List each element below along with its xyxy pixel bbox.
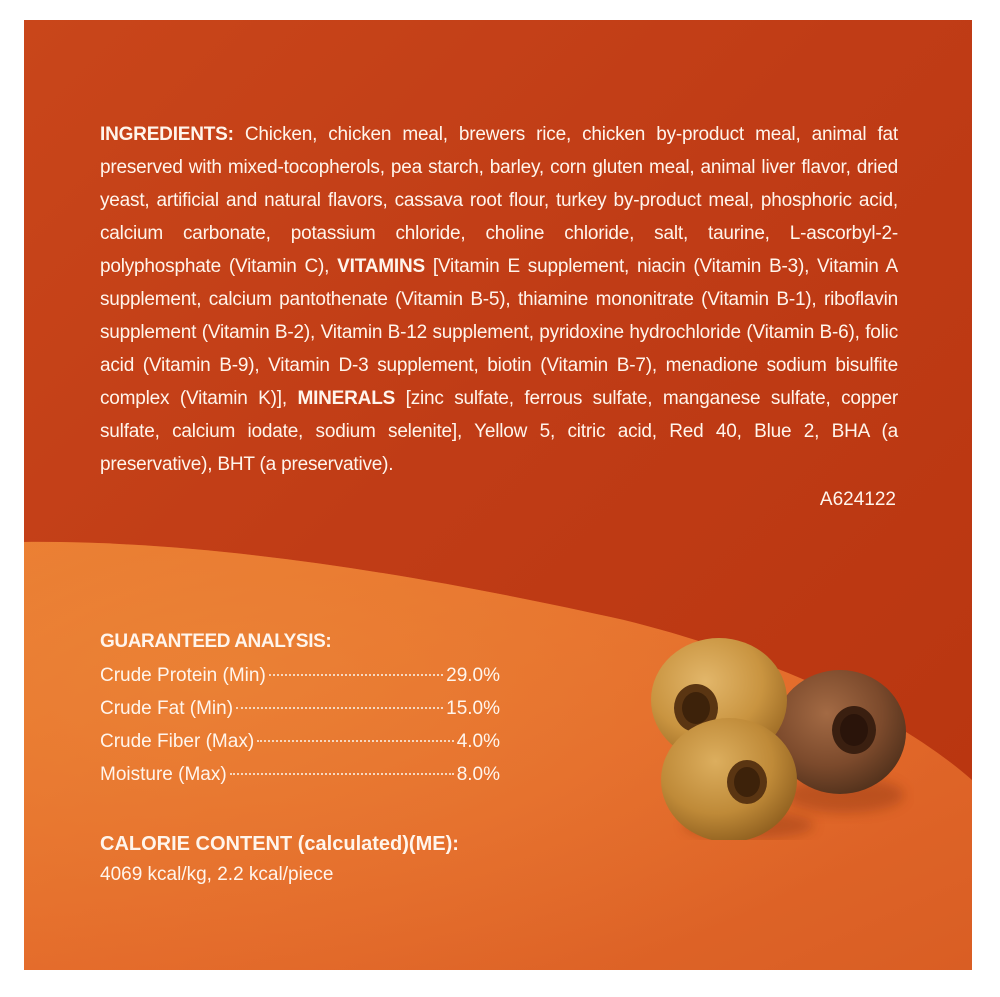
- analysis-value: 4.0%: [456, 731, 500, 752]
- analysis-row: [100, 725, 500, 758]
- analysis-value: 29.0%: [446, 665, 500, 686]
- analysis-value: 15.0%: [446, 698, 500, 719]
- analysis-title: GUARANTEED ANALYSIS:: [100, 631, 332, 652]
- ingredients-part3: [zinc sulfate, ferrous sulfate, manganese sulfate, copper sulfate, calcium iodate, sodium selenite], Yellow 5, citric acid, Red 40, Blue 2, BHA (a preservative), BHT (a preservative).: [100, 388, 898, 475]
- calorie-value: 4069 kcal/kg, 2.2 kcal/piece: [100, 864, 334, 885]
- dot-leader: [230, 773, 454, 775]
- analysis-row: [100, 758, 500, 791]
- vitamins-label: VITAMINS: [337, 256, 425, 277]
- analysis-row: [100, 692, 500, 725]
- dot-leader: [236, 707, 443, 709]
- analysis-label: Crude Protein (Min): [100, 665, 266, 686]
- product-code: A624122: [819, 489, 896, 510]
- ingredients-label: INGREDIENTS:: [100, 124, 234, 145]
- guaranteed-analysis: [100, 625, 500, 791]
- dot-leader: [257, 740, 454, 742]
- minerals-label: MINERALS: [297, 388, 396, 409]
- yellow-kibble-bottom: [661, 718, 797, 840]
- dot-leader: [269, 674, 443, 676]
- calorie-title: CALORIE CONTENT (calculated)(ME):: [100, 833, 459, 855]
- ingredients-part2: [Vitamin E supplement, niacin (Vitamin B-3), Vitamin A supplement, calcium pantothenate (Vitamin B-5), thiamine mononitrate (Vitamin B-1), riboflavin supplement (Vitamin B-2), Vitamin B-12 supplement, pyridoxine hydrochloride (Vitamin B-6), folic acid (Vitamin B-9), Vitamin D-3 supplement, biotin (Vitamin B-7), menadione sodium bisulfite complex (Vitamin K)],: [100, 256, 898, 409]
- analysis-label: Crude Fiber (Max): [100, 731, 255, 752]
- analysis-row: [100, 659, 500, 692]
- analysis-label: Crude Fat (Min): [100, 698, 234, 719]
- nutrition-panel: [24, 20, 972, 970]
- calorie-content: [100, 828, 459, 890]
- kibble-image: [614, 620, 914, 840]
- ingredients-text: [100, 118, 898, 481]
- analysis-value: 8.0%: [456, 764, 500, 785]
- analysis-label: Moisture (Max): [100, 764, 227, 785]
- ingredients-part1: Chicken, chicken meal, brewers rice, chicken by-product meal, animal fat preserved with mixed-tocopherols, pea starch, barley, corn gluten meal, animal liver flavor, dried yeast, artificial and natural flavors, cassava root flour, turkey by-product meal, phosphoric acid, calcium carbonate, potassium chloride, choline chloride, salt, taurine, L-ascorbyl-2-polyphosphate (Vitamin C),: [100, 124, 898, 277]
